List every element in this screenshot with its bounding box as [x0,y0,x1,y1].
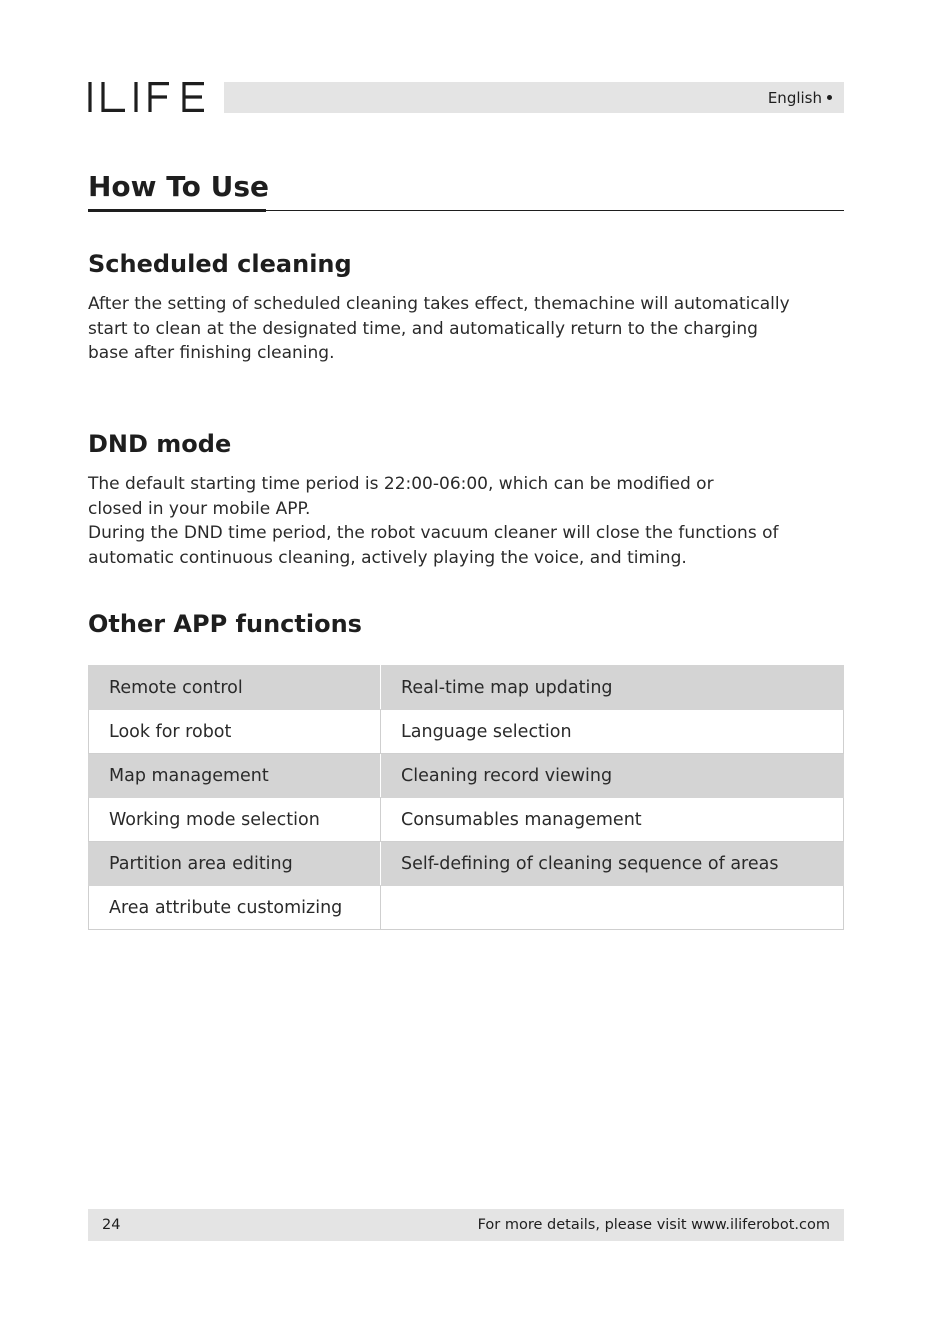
table-cell [381,886,844,930]
table-row [89,886,844,930]
table-cell: Working mode selection [89,798,381,842]
section-heading-dnd-mode: DND mode [88,430,232,458]
table-row [89,666,844,710]
header-bar [224,82,844,113]
table-cell: Map management [89,754,381,798]
table-cell: Remote control [89,666,381,710]
table-cell: Language selection [381,710,844,754]
scheduled-cleaning-text: After the setting of scheduled cleaning takes effect, themachine will automatically start to clean at the designated time, and automatically return to the charging base after finishing cleaning. [88,294,790,363]
page-title: How To Use [88,170,270,203]
language-label: English [768,89,832,107]
table-row [89,842,844,886]
section-heading-scheduled-cleaning: Scheduled cleaning [88,250,352,278]
table-cell: Look for robot [89,710,381,754]
table-cell: Cleaning record viewing [381,754,844,798]
dnd-mode-text: The default starting time period is 22:00-06:00, which can be modified or closed in your mobile APP. During the DND time period, the robot vacuum cleaner will close the functions of automatic continuous cleaning, actively playing the voice, and timing. [88,474,779,568]
table-cell: Consumables management [381,798,844,842]
table-row [89,798,844,842]
table-row [89,754,844,798]
footer-bar [88,1209,844,1241]
table-cell: Partition area editing [89,842,381,886]
table-cell: Area attribute customizing [89,886,381,930]
table-cell: Self-defining of cleaning sequence of areas [381,842,844,886]
title-underline [88,209,266,212]
app-functions-table [88,665,844,930]
section-heading-other-app-functions: Other APP functions [88,610,362,638]
page-number: 24 [102,1217,121,1233]
ilife-logo [88,79,213,115]
bullet-icon [827,95,832,100]
footer-text: For more details, please visit www.iliferobot.com [477,1217,830,1233]
table-cell: Real-time map updating [381,666,844,710]
table-row [89,710,844,754]
